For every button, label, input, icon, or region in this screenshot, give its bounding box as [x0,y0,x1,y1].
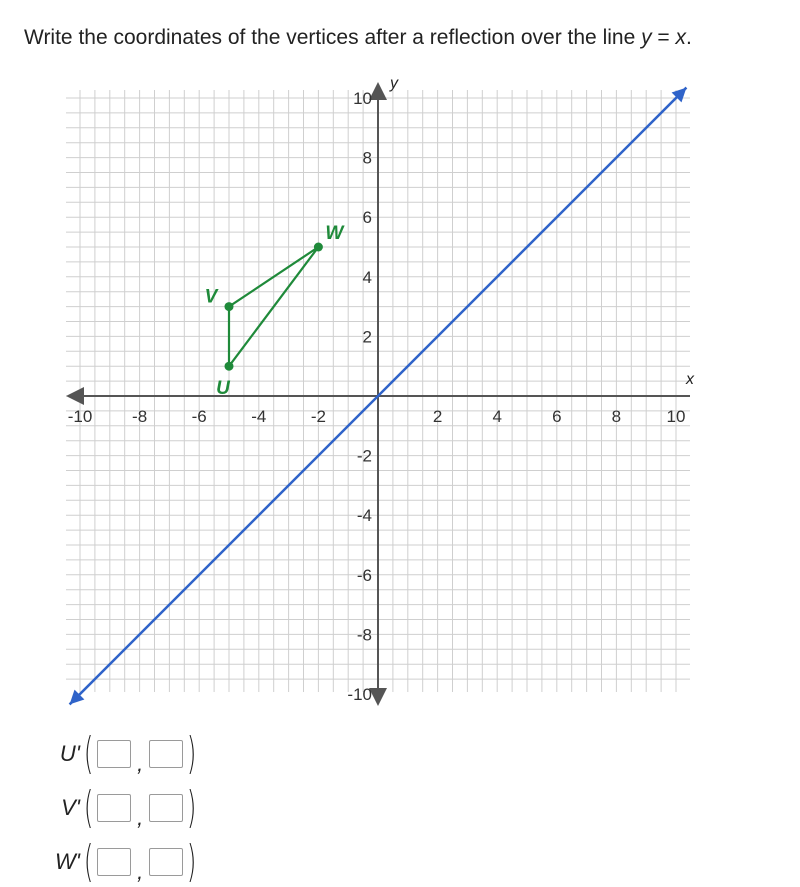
question-var-x: x [675,26,687,49]
vertex-label-u: U [216,378,230,400]
answer-label-v: V' [61,795,80,820]
y-tick-label: 6 [362,208,372,228]
comma: , [137,805,144,830]
open-paren: ( [83,782,94,833]
x-axis-label: x [686,371,694,388]
x-tick-label: -4 [251,407,267,426]
x-tick-label: 8 [611,407,622,426]
y-tick-label: -10 [347,685,372,704]
vertex-label-v: V [204,286,218,308]
comma: , [137,751,144,776]
x-tick-label: -10 [67,407,93,426]
vertex-point-v [225,302,234,311]
x-tick-label: 4 [492,407,502,426]
close-paren: ) [187,782,197,833]
x-axis-arrow-left [66,387,84,405]
question-var-y: y [641,26,652,49]
answer-row-v [52,782,200,833]
comma: , [137,859,144,884]
x-tick-label: -8 [132,407,148,426]
answer-row-u [52,728,200,779]
answer-label-u: U' [59,741,80,766]
u-prime-y-input[interactable] [149,740,183,768]
question-text: Write the coordinates of the vertices after a reflection over the line [24,26,642,49]
y-tick-label: -6 [356,565,372,585]
y-tick-label: 4 [362,267,372,287]
vertex-label-w: W [325,223,344,244]
y-tick-label: -2 [356,446,372,466]
vertex-point-u [225,362,234,371]
y-tick-label: 10 [353,89,372,108]
vertex-point-w [314,243,323,252]
u-prime-x-input[interactable] [97,740,131,768]
x-tick-label: -6 [191,407,207,426]
v-prime-x-input[interactable] [97,794,131,822]
open-paren: ( [83,836,94,887]
open-paren: ( [83,728,94,779]
y-tick-label: -4 [356,506,372,526]
x-tick-label: 6 [552,407,562,426]
x-tick-label: 10 [666,407,686,426]
question-equals: = [651,26,676,49]
y-tick-label: 2 [362,327,372,347]
x-tick-label: -2 [310,407,326,426]
y-axis-label: y [390,75,398,92]
close-paren: ) [187,728,197,779]
x-tick-label: 2 [432,407,443,426]
answer-label-w: W' [55,849,80,874]
question-period: . [686,26,692,49]
close-paren: ) [187,836,197,887]
v-prime-y-input[interactable] [149,794,183,822]
answer-row-w [52,836,200,887]
y-tick-label: -8 [356,625,372,645]
y-tick-label: 8 [362,148,372,168]
